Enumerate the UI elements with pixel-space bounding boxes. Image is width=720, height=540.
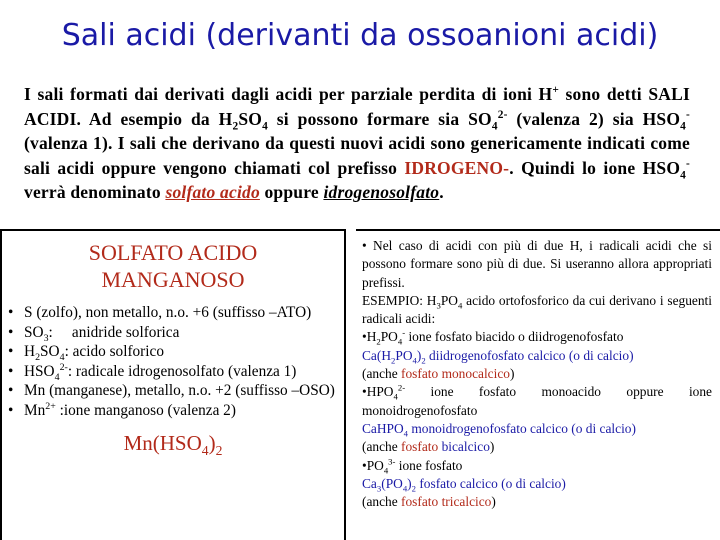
list-item: • $HSO_4^{2-}$: radicale idrogenosolfato (valenza 1)	[24, 362, 336, 382]
right-line: $•HPO_4^{2-}$ ione fosfato monoacido oppure ione monoidrogenofosfato	[362, 382, 712, 418]
right-line: (anche fosfato bicalcico)	[362, 439, 495, 455]
left-heading: SOLFATO ACIDO MANGANOSO	[88, 240, 258, 292]
right-line: • Nel caso di acidi con più di due H, i radicali acidi che si possono formare sono più di due. Si useranno allora appropriati prefissi.	[362, 238, 712, 290]
right-line: $Ca(H_2PO_4)_2$ diidrogenofosfato calcico (o di calcio)	[362, 347, 634, 366]
right-line: $•PO_4^{3-}$ ione fosfato	[362, 456, 463, 476]
intro-paragraph: I sali formati dai derivati dagli acidi per parziale perdita di ioni H+ sono detti SALI ACIDI. Ad esempio da $H_2SO_4$ si possono formare sia $SO_4^{2-}$ (valenza 2) sia $HSO_4^-$ (valenza 1). I sali che derivano da questi nuovi acidi sono genericamente indicati come sali acidi oppure vengono chiamati col prefisso IDROGENO-. Quindi lo ione $HSO_4^-$ verrà denominato solfato acido oppure idrogenosolfato.	[24, 84, 691, 202]
right-line: $Ca_3(PO_4)_2$ fosfato calcico (o di calcio)	[362, 475, 566, 494]
right-line: ESEMPIO: $H_3PO_4$ acido ortofosforico da cui derivano i seguenti radicali acidi:	[362, 292, 713, 327]
slide-title: Sali acidi (derivanti da ossoanioni acidi)	[61, 18, 659, 53]
list-item: • $SO_3$: anidride solforica	[24, 323, 336, 343]
mn-formula: $Mn(HSO_4)_2$	[123, 430, 223, 458]
right-panel	[356, 229, 720, 540]
right-line: (anche fosfato tricalcico)	[362, 494, 496, 510]
idrogenosolfato-term: idrogenosolfato	[323, 182, 440, 202]
list-item: • $Mn^{2+}$ :ione manganoso (valenza 2)	[24, 401, 336, 421]
list-item: • Mn (manganese), metallo, n.o. +2 (suffisso –OSO)	[24, 381, 336, 401]
left-list	[2, 303, 344, 421]
right-line: CaHPO$_4$ monoidrogenofosfato calcico (o di calcio)	[362, 420, 636, 439]
list-item: • $H_2SO_4$: acido solforico	[24, 342, 336, 362]
list-item: • S (zolfo), non metallo, n.o. +6 (suffisso –ATO)	[24, 303, 336, 323]
right-line: (anche fosfato monocalcico)	[362, 366, 515, 382]
solfato-acido-term: solfato acido	[165, 182, 260, 202]
prefix-idrogeno: IDROGENO-	[404, 157, 510, 178]
left-panel	[0, 229, 346, 540]
right-line: $•H_2PO_4^-$ ione fosfato biacido o diidrogenofosfato	[362, 328, 624, 348]
